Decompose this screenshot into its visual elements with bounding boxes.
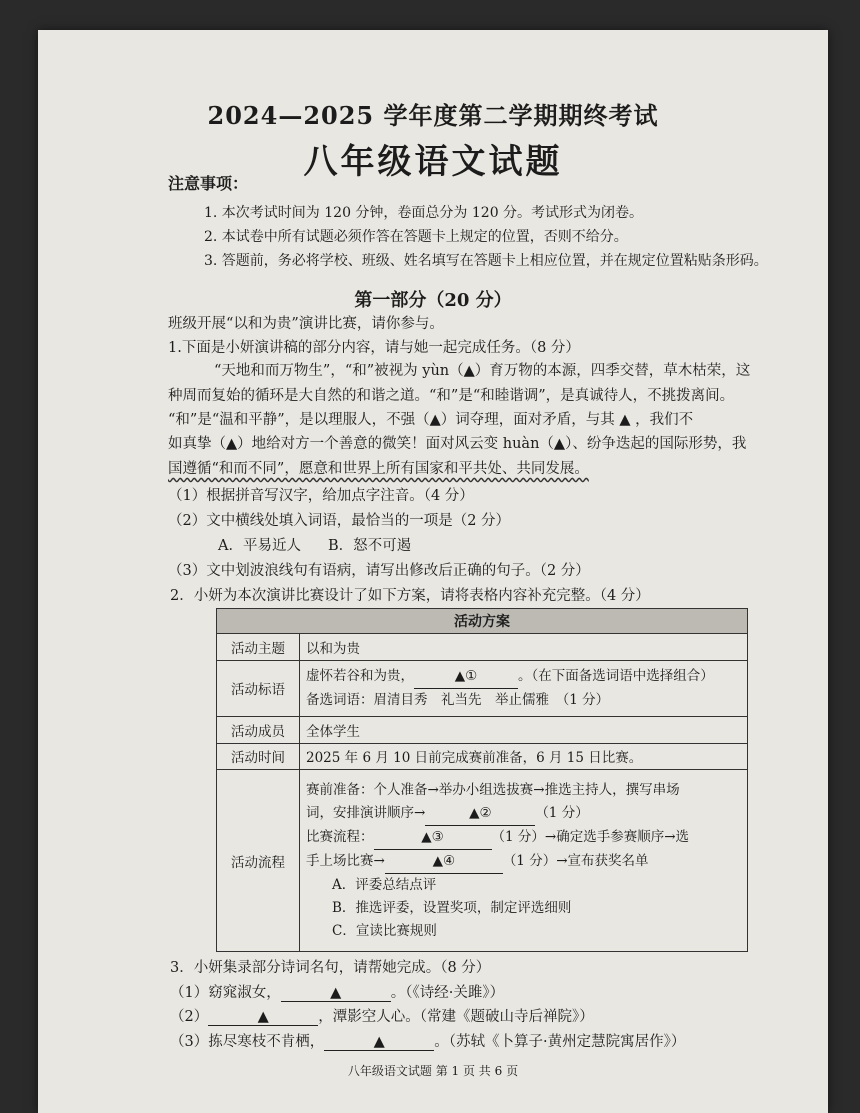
answer-blank-2: ▲② [425,802,535,826]
poem-source: 。（苏轼《卜算子·黄州定慧院寓居作》） [434,1034,686,1050]
question-2-stem: 2．小妍为本次演讲比赛设计了如下方案，请将表格内容补充完整。（4 分） [170,588,650,604]
passage-line: 种周而复始的循环是大自然的和谐之道。“和”是“和睦谐调”，是真诚待人，不挑拨离间。 [168,388,735,404]
flow-line: 赛前准备：个人准备→举办小组选拔赛→推选主持人，撰写串场 [306,781,680,798]
q1-option-a: A．平易近人 [218,538,301,554]
q3-sub3 [170,1030,685,1051]
table-row [217,660,748,716]
passage-line: “天地和而万物生”，“和”被视为 yùn（▲）育万物的本源，四季交替，草木枯荣，这 [214,363,751,379]
flow-option-c: C．宣读比赛规则 [332,922,437,939]
note-item: 2. 本试卷中所有试题必须作答在答题卡上规定的位置，否则不给分。 [204,229,628,245]
poem-prefix: （1）窈窕淑女， [170,985,281,1001]
passage-line: “和”是“温和平静”，是以理服人，不强（▲）词夺理，面对矛盾，与其 ▲ ，我们不 [168,412,694,428]
question-3-stem: 3．小妍集录部分诗词名句，请帮她完成。（8 分） [170,960,491,976]
flow-option-b: B．推选评委，设置奖项，制定评选细则 [332,899,572,916]
slogan-hint: 。（在下面备选词语中选择组合） [518,667,714,684]
q3-sub2 [170,1005,594,1026]
note-item: 3. 答题前，务必将学校、班级、姓名填写在答题卡上相应位置，并在规定位置粘贴条形码。 [204,253,768,269]
row-label: 活动成员 [217,716,300,743]
flow-line: （1 分） [535,804,589,821]
table-row [217,609,748,634]
slogan-prefix: 虚怀若谷和为贵， [306,667,414,684]
row-value: 2025 年 6 月 10 日前完成赛前准备，6 月 15 日比赛。 [300,743,748,770]
table-header: 活动方案 [217,609,748,634]
poem-blank: ▲ [208,1009,318,1026]
row-label: 活动标语 [217,660,300,716]
table-row [217,716,748,743]
poem-blank: ▲ [324,1034,434,1051]
flow-line: （1 分）→宣布获奖名单 [502,852,649,869]
q1-sub2: （2）文中横线处填入词语，最恰当的一项是（2 分） [168,513,511,529]
poem-prefix: （3）拣尽寒枝不肯栖， [170,1034,325,1050]
passage-line-wavy: 国遵循“和而不同”，愿意和世界上所有国家和平共处、共同发展。 [168,461,589,477]
table-row [217,770,748,952]
passage-line: 如真挚（▲）地给对方一个善意的微笑！面对风云变 huàn（▲）、纷争迭起的国际形势，我 [168,436,747,452]
activity-plan-table [216,608,748,952]
page-footer: 八年级语文试题 第 1 页 共 6 页 [347,1064,519,1078]
poem-source: 。（《诗经·关雎》） [390,985,505,1001]
section-intro: 班级开展“以和为贵”演讲比赛，请你参与。 [168,316,444,332]
q3-sub1 [170,981,504,1002]
exam-title-subject: 八年级语文试题 [303,142,563,182]
row-label: 活动主题 [217,634,300,661]
exam-title-year: 2024—2025 学年度第二学期期终考试 [207,101,659,130]
flow-line: 词，安排演讲顺序→ [306,804,426,821]
q1-option-b: B．怒不可遏 [328,538,412,554]
flow-line: 比赛流程： [306,828,374,845]
poem-blank: ▲ [281,985,391,1002]
row-label: 活动流程 [217,770,300,952]
row-value: 以和为贵 [300,634,748,661]
answer-blank-4: ▲④ [385,850,503,874]
q1-sub1: （1）根据拼音写汉字，给加点字注音。（4 分） [168,488,474,504]
question-1-stem: 1.下面是小妍演讲稿的部分内容，请与她一起完成任务。（8 分） [168,340,580,356]
poem-source: ，潭影空人心。（常建《题破山寺后禅院》） [318,1009,594,1025]
answer-blank-3: ▲③ [374,826,492,850]
flow-option-a: A．评委总结点评 [332,876,437,893]
slogan-words: 备选词语：眉清目秀 礼当先 举止儒雅 （1 分） [306,691,610,708]
note-item: 1. 本次考试时间为 120 分钟，卷面总分为 120 分。考试形式为闭卷。 [204,205,644,221]
row-label: 活动时间 [217,743,300,770]
exam-page [38,30,828,1113]
section-title: 第一部分（20 分） [354,290,512,311]
notes-heading: 注意事项： [168,174,249,193]
flow-line: （1 分）→确定选手参赛顺序→选 [491,828,690,845]
row-value [300,660,748,716]
q1-sub3: （3）文中划波浪线句有语病，请写出修改后正确的句子。（2 分） [168,563,590,579]
table-row [217,743,748,770]
row-value: 全体学生 [300,716,748,743]
answer-blank-1: ▲① [414,665,518,689]
poem-prefix: （2） [170,1009,209,1025]
table-row [217,634,748,661]
row-value [300,770,748,952]
flow-line: 手上场比赛→ [306,852,385,869]
